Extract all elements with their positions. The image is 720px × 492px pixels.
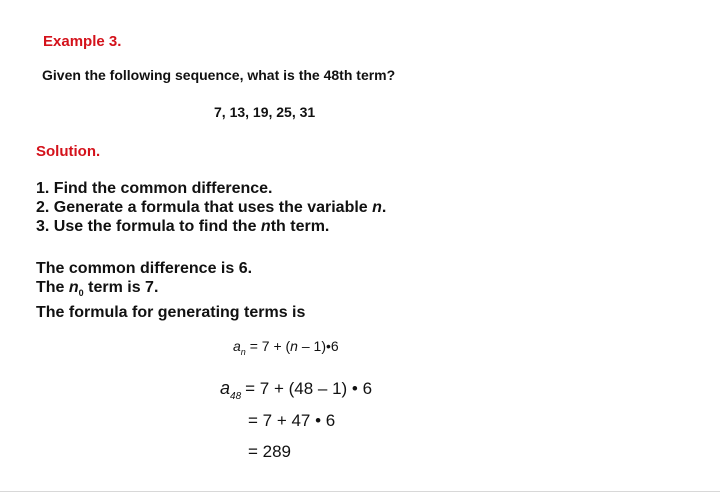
step-3: 3. Use the formula to find the nth term. xyxy=(36,218,330,235)
steps-list xyxy=(36,179,386,236)
step-1: 1. Find the common difference. xyxy=(36,180,273,197)
solution-title: Solution. xyxy=(36,143,101,160)
formula-intro-text: The formula for generating terms is xyxy=(36,304,306,321)
question-text: Given the following sequence, what is the 48th term? xyxy=(42,67,396,83)
work-line-3: = 289 xyxy=(248,442,292,461)
step-2: 2. Generate a formula that uses the variable n. xyxy=(36,199,387,216)
example-title: Example 3. xyxy=(43,33,122,50)
n0-term-text: The $n_0$ term is 7. xyxy=(36,279,159,298)
work-line-1: $a_{48} = 7 + (48 - 1)$ • 6 xyxy=(220,378,373,402)
sequence-text: 7, 13, 19, 25, 31 xyxy=(214,104,316,120)
facts-block xyxy=(36,259,305,322)
work-line-2: = 7 + 47 • 6 xyxy=(248,411,336,430)
common-difference-text: The common difference is 6. xyxy=(36,260,253,277)
general-formula: $a_n = 7 + (n$ – 1)•6 xyxy=(233,338,339,357)
